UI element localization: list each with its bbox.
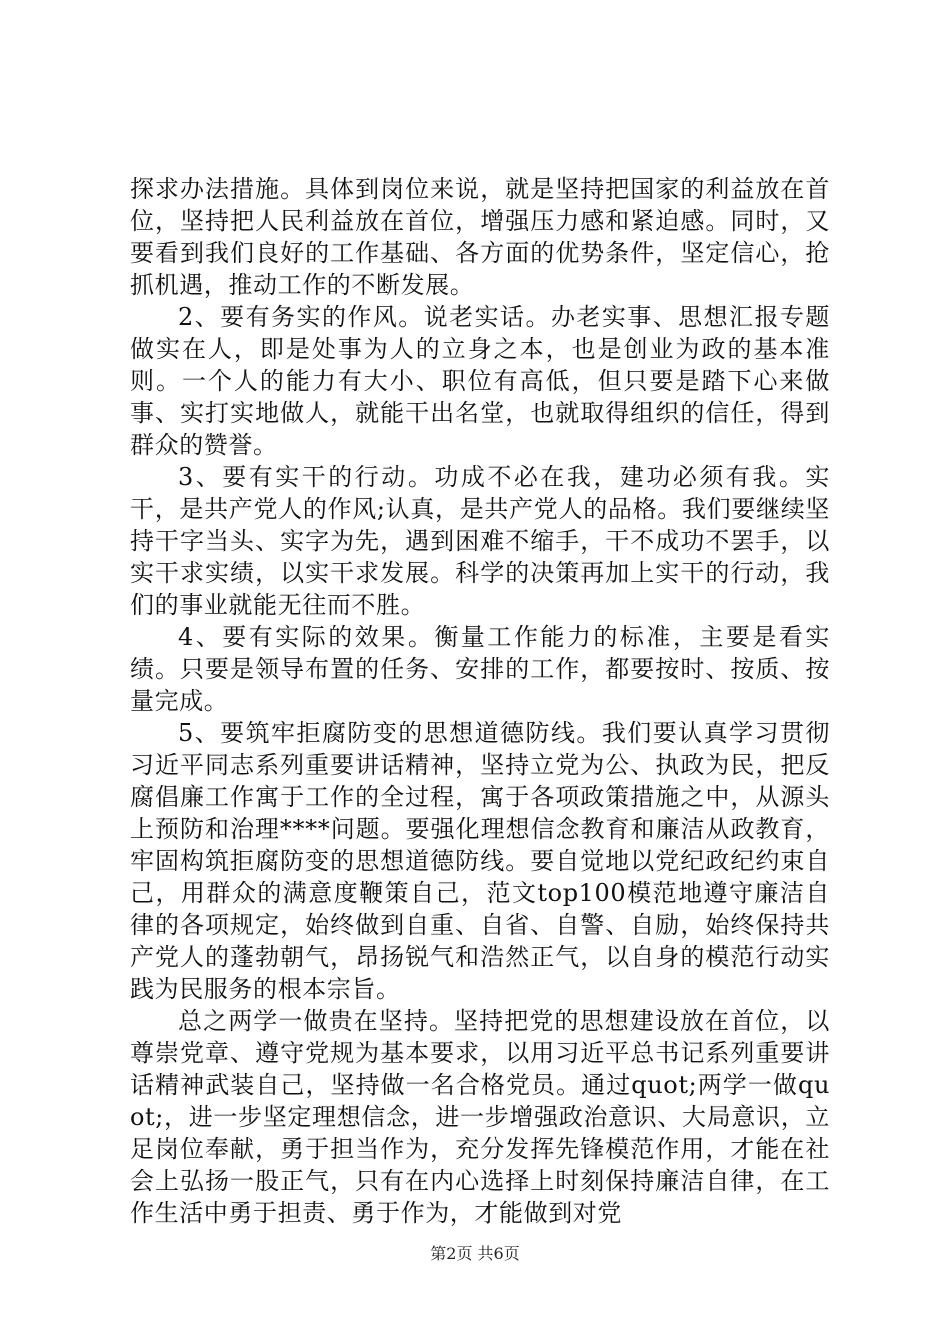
page-number-footer: 第2页 共6页 [430,1244,520,1263]
paragraph-item-3: 3、要有实干的行动。功成不必在我，建功必须有我。实干，是共产党人的作风;认真，是共产党人的品格。我们要继续坚持干字当头、实字为先，遇到困难不缩手，干不成功不罢手，以实干求实绩，以实干求发展。科学的决策再加上实干的行动，我们的事业就能无往而不胜。 [130,463,830,619]
paragraph-continuation: 探求办法措施。具体到岗位来说，就是坚持把国家的利益放在首位，坚持把人民利益放在首位，增强压力感和紧迫感。同时，又要看到我们良好的工作基础、各方面的优势条件，坚定信心，抢抓机遇，推动工作的不断发展。 [130,175,830,299]
paragraph-conclusion: 总之两学一做贵在坚持。坚持把党的思想建设放在首位，以尊崇党章、遵守党规为基本要求，以用习近平总书记系列重要讲话精神武装自己，坚持做一名合格党员。通过quot;两学一做quot;，进一步坚定理想信念，进一步增强政治意识、大局意识，立足岗位奉献，勇于担当作为，充分发挥先锋模范作用，才能在社会上弘扬一股正气，只有在内心选择上时刻保持廉洁自律，在工作生活中勇于担责、勇于作为，才能做到对党 [130,1007,830,1227]
document-body [130,173,830,1229]
paragraph-item-2: 2、要有务实的作风。说老实话。办老实事、思想汇报专题做实在人，即是处事为人的立身之本，也是创业为政的基本准则。一个人的能力有大小、职位有高低，但只要是踏下心来做事、实打实地做人，就能干出名堂，也就取得组织的信任，得到群众的赞誉。 [130,303,830,459]
paragraph-item-4: 4、要有实际的效果。衡量工作能力的标准，主要是看实绩。只要是领导布置的任务、安排的工作，都要按时、按质、按量完成。 [130,623,830,715]
paragraph-item-5: 5、要筑牢拒腐防变的思想道德防线。我们要认真学习贯彻习近平同志系列重要讲话精神，坚持立党为公、执政为民，把反腐倡廉工作寓于工作的全过程，寓于各项政策措施之中，从源头上预防和治理****问题。要强化理想信念教育和廉洁从政教育，牢固构筑拒腐防变的思想道德防线。要自觉地以党纪政纪约束自己，用群众的满意度鞭策自己，范文top100模范地遵守廉洁自律的各项规定，始终做到自重、自省、自警、自励，始终保持共产党人的蓬勃朝气，昂扬锐气和浩然正气，以自身的模范行动实践为民服务的根本宗旨。 [130,719,830,1003]
